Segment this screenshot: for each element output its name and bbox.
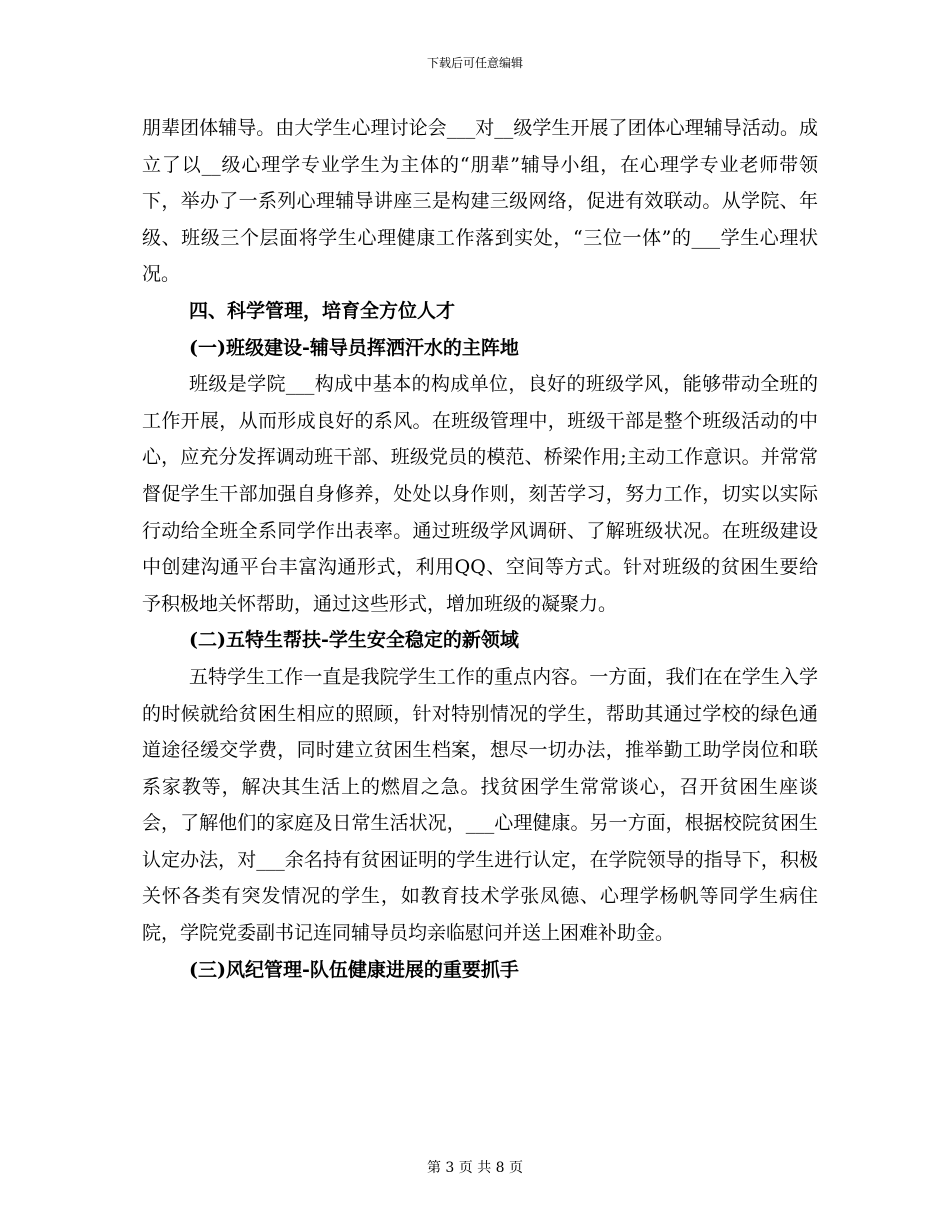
subheading-class-building: (一)班级建设-辅导员挥洒汗水的主阵地 — [189, 336, 519, 359]
subheading-discipline-management: (三)风纪管理-队伍健康进展的重要抓手 — [189, 958, 519, 981]
subheading-special-students: (二)五特生帮扶-学生安全稳定的新领域 — [189, 629, 519, 652]
page-number-footer: 第 3 页 共 8 页 — [426, 1160, 524, 1176]
paragraph-peer-counseling: 朋辈团体辅导。由大学生心理讨论会___对__级学生开展了团体心理辅导活动。成立了以__级心理学专业学生为主体的“朋辈”辅导小组，在心理学专业老师带领下，举办了一系列心理辅导讲座三是构建三级网络，促进有效联动。从学院、年级、班级三个层面将学生心理健康工作落到实处，“三位一体”的___学生心理状况。 — [142, 117, 818, 286]
paragraph-class-building: 班级是学院___构成中基本的构成单位，良好的班级学风，能够带动全班的工作开展，从而形成良好的系风。在班级管理中，班级干部是整个班级活动的中心，应充分发挥调动班干部、班级党员的模范、桥梁作用;主动工作意识。并常常督促学生干部加强自身修养，处处以身作则，刻苦学习，努力工作，切实以实际行动给全班全系同学作出表率。通过班级学风调研、了解班级状况。在班级建设中创建沟通平台丰富沟通形式，利用QQ、空间等方式。针对班级的贫困生要给予积极地关怀帮助，通过这些形式，增加班级的凝聚力。 — [142, 373, 818, 615]
page-header-note: 下载后可任意编辑 — [426, 56, 523, 70]
paragraph-special-students: 五特学生工作一直是我院学生工作的重点内容。一方面，我们在在学生入学的时候就给贫困生相应的照顾，针对特别情况的学生，帮助其通过学校的绿色通道途径缓交学费，同时建立贫困生档案，想尽一切办法，推举勤工助学岗位和联系家教等，解决其生活上的燃眉之急。找贫困学生常常谈心，召开贫困生座谈会，了解他们的家庭及日常生活状况，___心理健康。另一方面，根据校院贫困生认定办法，对___余名持有贫困证明的学生进行认定，在学院领导的指导下，积极关怀各类有突发情况的学生，如教育技术学张凤德、心理学杨帆等同学生病住院，学院党委副书记连同辅导员均亲临慰问并送上困难补助金。 — [142, 665, 818, 945]
document-body — [142, 110, 818, 988]
section-heading-science-management: 四、科学管理，培育全方位人才 — [189, 299, 456, 322]
